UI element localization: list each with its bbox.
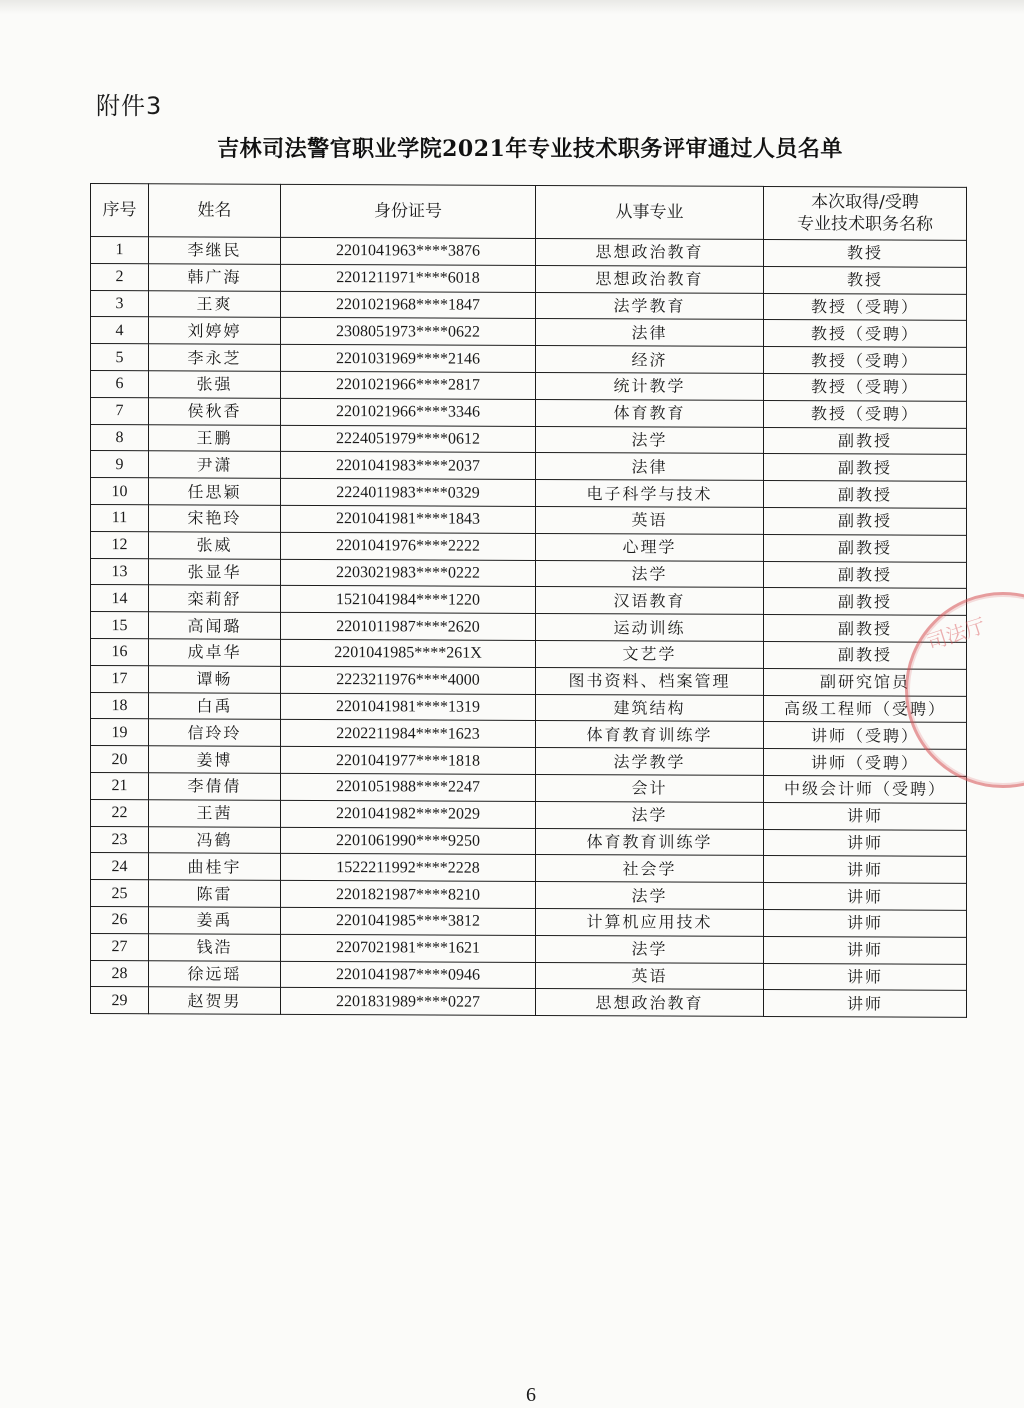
table-row <box>91 772 967 803</box>
cell-index: 20 <box>91 746 149 773</box>
table-row <box>91 880 967 911</box>
cell-name: 张显华 <box>149 558 281 585</box>
cell-specialty: 电子科学与技术 <box>536 480 764 508</box>
cell-id-number: 2201041976****2222 <box>281 532 536 560</box>
cell-index: 10 <box>91 478 149 505</box>
cell-index: 6 <box>91 370 149 397</box>
cell-title: 副教授 <box>764 427 967 455</box>
cell-index: 14 <box>91 585 149 612</box>
cell-name: 陈雷 <box>149 880 281 907</box>
table-row <box>91 933 967 964</box>
table-row <box>91 370 967 401</box>
cell-index: 23 <box>91 826 149 853</box>
roster-table <box>90 183 967 1018</box>
table-body <box>91 237 967 1018</box>
cell-index: 27 <box>91 933 149 960</box>
table-row <box>91 638 967 669</box>
cell-index: 15 <box>91 612 149 639</box>
cell-specialty: 法学 <box>536 801 764 829</box>
cell-id-number: 2201821987****8210 <box>281 880 536 908</box>
cell-title: 副教授 <box>764 641 967 669</box>
header-title-line2: 专业技术职务名称 <box>797 214 933 235</box>
cell-specialty: 体育教育训练学 <box>536 721 764 749</box>
cell-id-number: 2224051979****0612 <box>281 425 536 453</box>
cell-name: 信玲玲 <box>149 719 281 746</box>
header-index: 序号 <box>91 184 149 237</box>
cell-specialty: 社会学 <box>536 855 764 883</box>
table-row <box>91 853 967 884</box>
cell-name: 王鹏 <box>149 424 281 451</box>
cell-specialty: 英语 <box>536 962 764 990</box>
cell-specialty: 图书资料、档案管理 <box>536 667 764 695</box>
cell-index: 29 <box>91 987 149 1014</box>
cell-id-number: 2201011987****2620 <box>281 612 536 640</box>
cell-index: 1 <box>91 237 149 264</box>
cell-specialty: 汉语教育 <box>536 587 764 615</box>
cell-index: 7 <box>91 397 149 424</box>
table-row <box>91 263 967 294</box>
cell-title: 讲师 <box>764 936 967 964</box>
cell-index: 24 <box>91 853 149 880</box>
cell-index: 13 <box>91 558 149 585</box>
table-row <box>91 692 967 723</box>
cell-index: 22 <box>91 799 149 826</box>
cell-title: 讲师 <box>764 856 967 884</box>
cell-title: 讲师 <box>764 990 967 1018</box>
cell-name: 白禹 <box>149 692 281 719</box>
cell-title: 副教授 <box>764 454 967 482</box>
cell-title: 副研究馆员 <box>764 668 967 696</box>
table-row <box>91 612 967 643</box>
attachment-label: 附件3 <box>96 92 163 120</box>
cell-index: 26 <box>91 906 149 933</box>
cell-title: 教授（受聘） <box>764 320 967 348</box>
cell-name: 栾莉舒 <box>149 585 281 612</box>
cell-title: 副教授 <box>764 507 967 535</box>
cell-specialty: 体育教育 <box>536 399 764 427</box>
cell-title: 讲师（受聘） <box>764 722 967 750</box>
table-row <box>91 719 967 750</box>
cell-specialty: 法学 <box>536 560 764 588</box>
cell-id-number: 2201211971****6018 <box>281 264 536 292</box>
cell-id-number: 2201021968****1847 <box>281 291 536 319</box>
cell-id-number: 2201021966****3346 <box>281 398 536 426</box>
header-name: 姓名 <box>149 184 281 238</box>
cell-specialty: 法学 <box>536 935 764 963</box>
cell-specialty: 计算机应用技术 <box>536 908 764 936</box>
cell-title: 副教授 <box>764 481 967 509</box>
cell-id-number: 2308051973****0622 <box>281 318 536 346</box>
table-row <box>91 826 967 857</box>
cell-name: 刘婷婷 <box>149 317 281 344</box>
cell-name: 姜博 <box>149 746 281 773</box>
cell-specialty: 会计 <box>536 774 764 802</box>
cell-specialty: 思想政治教育 <box>536 989 764 1017</box>
table-row <box>91 799 967 830</box>
document-title: 吉林司法警官职业学院2021年专业技术职务评审通过人员名单 <box>217 136 843 162</box>
cell-id-number: 2201021966****2817 <box>281 371 536 399</box>
cell-index: 19 <box>91 719 149 746</box>
cell-specialty: 法学 <box>536 882 764 910</box>
cell-index: 8 <box>91 424 149 451</box>
cell-name: 钱浩 <box>149 933 281 960</box>
table-row <box>91 424 967 455</box>
cell-id-number: 2201031969****2146 <box>281 345 536 373</box>
cell-specialty: 统计教学 <box>536 372 764 400</box>
cell-id-number: 2223211976****4000 <box>281 666 536 694</box>
cell-index: 17 <box>91 665 149 692</box>
table-row <box>91 746 967 777</box>
cell-title: 讲师 <box>764 802 967 830</box>
cell-index: 3 <box>91 290 149 317</box>
cell-id-number: 2207021981****1621 <box>281 934 536 962</box>
table-row <box>91 531 967 562</box>
cell-title: 副教授 <box>764 534 967 562</box>
cell-title: 教授 <box>764 266 967 294</box>
table-row <box>91 290 967 321</box>
cell-id-number: 2224011983****0329 <box>281 479 536 507</box>
cell-name: 王茜 <box>149 799 281 826</box>
cell-name: 张强 <box>149 371 281 398</box>
table-row <box>91 344 967 375</box>
table-row <box>91 397 967 428</box>
cell-id-number: 2201041985****3812 <box>281 907 536 935</box>
cell-index: 12 <box>91 531 149 558</box>
cell-specialty: 法学教育 <box>536 292 764 320</box>
cell-title: 教授（受聘） <box>764 293 967 321</box>
cell-index: 21 <box>91 772 149 799</box>
cell-title: 教授（受聘） <box>764 347 967 375</box>
cell-index: 9 <box>91 451 149 478</box>
table-row <box>91 451 967 482</box>
cell-title: 讲师 <box>764 883 967 911</box>
cell-specialty: 文艺学 <box>536 640 764 668</box>
cell-specialty: 经济 <box>536 346 764 374</box>
cell-id-number: 2201041981****1843 <box>281 505 536 533</box>
header-specialty: 从事专业 <box>536 185 764 239</box>
header-id-number: 身份证号 <box>281 184 536 238</box>
cell-index: 4 <box>91 317 149 344</box>
cell-name: 韩广海 <box>149 264 281 291</box>
cell-id-number: 2201831989****0227 <box>281 988 536 1016</box>
cell-title: 中级会计师（受聘） <box>764 775 967 803</box>
cell-specialty: 体育教育训练学 <box>536 828 764 856</box>
table-row <box>91 504 967 535</box>
cell-specialty: 法律 <box>536 319 764 347</box>
cell-id-number: 2201041981****1319 <box>281 693 536 721</box>
cell-id-number: 2201041963****3876 <box>281 237 536 265</box>
cell-specialty: 心理学 <box>536 533 764 561</box>
cell-name: 侯秋香 <box>149 398 281 425</box>
cell-id-number: 2201041983****2037 <box>281 452 536 480</box>
cell-title: 讲师 <box>764 909 967 937</box>
cell-specialty: 法律 <box>536 453 764 481</box>
cell-id-number: 2202211984****1623 <box>281 720 536 748</box>
cell-specialty: 法学 <box>536 426 764 454</box>
page-number: 6 <box>526 1384 536 1406</box>
cell-title: 教授（受聘） <box>764 373 967 401</box>
seal-text: 司法厅 <box>923 613 989 655</box>
cell-id-number: 1521041984****1220 <box>281 586 536 614</box>
cell-specialty: 思想政治教育 <box>536 238 764 266</box>
cell-title: 副教授 <box>764 588 967 616</box>
table-row <box>91 906 967 937</box>
cell-name: 任思颖 <box>149 478 281 505</box>
cell-title: 讲师（受聘） <box>764 749 967 777</box>
cell-title: 讲师 <box>764 963 967 991</box>
cell-id-number: 2201041982****2029 <box>281 800 536 828</box>
cell-name: 李继民 <box>149 237 281 264</box>
cell-id-number: 2201051988****2247 <box>281 773 536 801</box>
page-top-edge <box>0 0 1024 14</box>
cell-name: 尹潇 <box>149 451 281 478</box>
cell-name: 宋艳玲 <box>149 505 281 532</box>
table-row <box>91 987 967 1018</box>
cell-title: 副教授 <box>764 615 967 643</box>
cell-index: 28 <box>91 960 149 987</box>
cell-name: 李永芝 <box>149 344 281 371</box>
table-header-row <box>91 184 967 241</box>
cell-name: 王爽 <box>149 290 281 317</box>
cell-index: 2 <box>91 263 149 290</box>
cell-id-number: 2201041987****0946 <box>281 961 536 989</box>
cell-name: 徐远瑶 <box>149 960 281 987</box>
table-row <box>91 585 967 616</box>
table-row <box>91 960 967 991</box>
table-row <box>91 237 967 268</box>
cell-index: 25 <box>91 880 149 907</box>
cell-id-number: 2201041985****261X <box>281 639 536 667</box>
cell-specialty: 英语 <box>536 506 764 534</box>
table-row <box>91 478 967 509</box>
cell-index: 5 <box>91 344 149 371</box>
cell-name: 曲桂宇 <box>149 853 281 880</box>
cell-name: 赵贺男 <box>149 987 281 1014</box>
cell-title: 教授（受聘） <box>764 400 967 428</box>
cell-index: 11 <box>91 504 149 531</box>
header-title-line1: 本次取得/受聘 <box>811 192 919 213</box>
cell-name: 高闻璐 <box>149 612 281 639</box>
cell-id-number: 2201061990****9250 <box>281 827 536 855</box>
cell-title: 教授 <box>764 239 967 267</box>
cell-title: 高级工程师（受聘） <box>764 695 967 723</box>
cell-name: 成卓华 <box>149 639 281 666</box>
cell-id-number: 1522211992****2228 <box>281 854 536 882</box>
header-title <box>764 186 967 240</box>
cell-id-number: 2203021983****0222 <box>281 559 536 587</box>
table-row <box>91 665 967 696</box>
cell-index: 18 <box>91 692 149 719</box>
cell-name: 张威 <box>149 532 281 559</box>
cell-name: 冯鹤 <box>149 826 281 853</box>
cell-specialty: 建筑结构 <box>536 694 764 722</box>
cell-name: 李倩倩 <box>149 773 281 800</box>
table-row <box>91 558 967 589</box>
cell-index: 16 <box>91 638 149 665</box>
cell-name: 姜禹 <box>149 907 281 934</box>
cell-id-number: 2201041977****1818 <box>281 746 536 774</box>
cell-specialty: 思想政治教育 <box>536 265 764 293</box>
cell-specialty: 运动训练 <box>536 614 764 642</box>
cell-title: 副教授 <box>764 561 967 589</box>
cell-title: 讲师 <box>764 829 967 857</box>
cell-specialty: 法学教学 <box>536 748 764 776</box>
table-row <box>91 317 967 348</box>
cell-name: 谭畅 <box>149 666 281 693</box>
